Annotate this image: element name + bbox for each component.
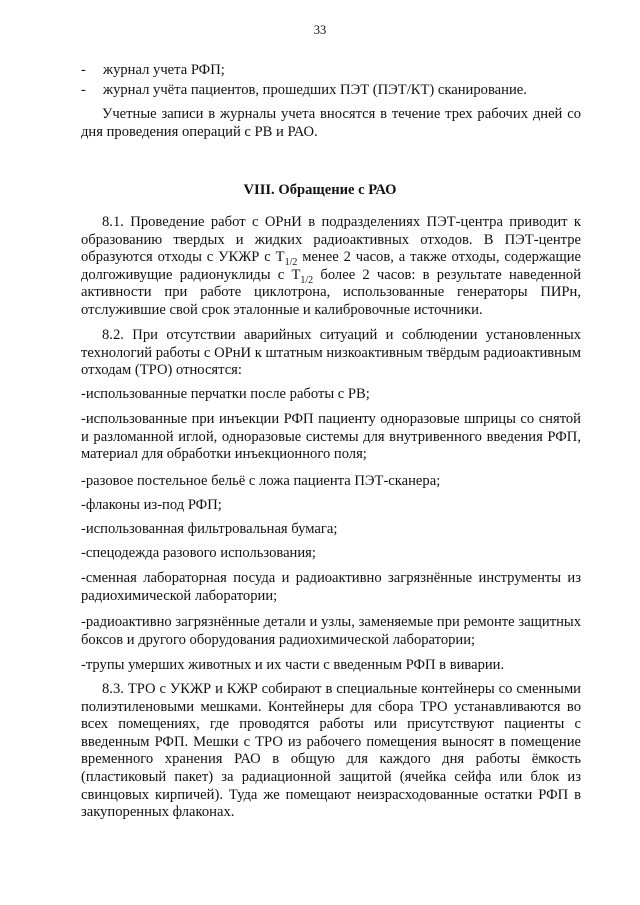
- tro-list-item: -радиоактивно загрязнённые детали и узлы, заменяемые при ремонте защитных боксов и другого оборудования радиохимической лаборатории;: [81, 614, 581, 648]
- tro-list-item: -флаконы из-под РФП;: [81, 497, 222, 513]
- paragraph-8-1-text-a: 8.1. Проведение работ с ОРнИ в подразделениях ПЭТ-центра приводит к образованию твердых и жидких радиоактивных отходов. В ПЭТ-центре образуются отходы с УКЖР с T: [81, 214, 581, 266]
- journal-list: [81, 62, 581, 99]
- tro-list-item: -использованная фильтровальная бумага;: [81, 521, 338, 537]
- list-dash: -: [81, 81, 86, 98]
- half-life-subscript: 1/2: [300, 274, 314, 286]
- tro-list-item: -трупы умерших животных и их части с введенным РФП в виварии.: [81, 657, 505, 673]
- list-item: [81, 62, 581, 80]
- tro-list-item: -сменная лабораторная посуда и радиоактивно загрязнённые инструменты из радиохимической лаборатории;: [81, 570, 581, 604]
- tro-list-item: -использованные перчатки после работы с РВ;: [81, 386, 370, 402]
- paragraph-8-1-text-b: менее 2 часов, а также отходы, содержащие долгоживущие радионуклиды с T: [81, 249, 581, 283]
- records-paragraph: Учетные записи в журналы учета вносятся в течение трех рабочих дней со дня проведения операций с РВ и РАО.: [81, 106, 581, 140]
- tro-list-item: -разовое постельное бельё с ложа пациента ПЭТ-сканера;: [81, 473, 441, 489]
- half-life-subscript: 1/2: [284, 257, 298, 269]
- paragraph-8-2: 8.2. При отсутствии аварийных ситуаций и соблюдении установленных технологий работы с ОРнИ к штатным низкоактивным твёрдым радиоактивным отходам (ТРО) относятся:: [81, 327, 581, 379]
- section-title: VIII. Обращение с РАО: [243, 182, 397, 198]
- list-item-text: журнал учета РФП;: [103, 62, 225, 78]
- paragraph-8-3: 8.3. ТРО с УКЖР и КЖР собирают в специальные контейнеры со сменными полиэтиленовыми мешками. Контейнеры для сбора ТРО устанавливаются во всех помещениях, где проводятся работы или присутствуют пациенты с введенным РФП. Мешки с ТРО из рабочего помещения выносят в помещение временного хранения РАО в общую для каждого дня работы ёмкость (пластиковый пакет) за радиационной защитой (ячейка сейфа или блок из свинцовых кирпичей). Туда же помещают неизрасходованные остатки РФП в закупоренных флаконах.: [81, 681, 581, 821]
- list-item: [81, 82, 581, 100]
- paragraph-8-1-text-c: более 2 часов: в результате наведенной активности при работе циклотрона, использованные генераторы ПИРн, отслужившие свой срок эталонные и калибровочные источники.: [81, 266, 581, 318]
- tro-list-item: -использованные при инъекции РФП пациенту одноразовые шприцы со снятой и разломанной иглой, одноразовые системы для внутривенного введения РФП, материал для обработки инъекционного поля;: [81, 411, 581, 463]
- page-number: 33: [313, 23, 327, 37]
- paragraph-8-1: [81, 214, 581, 320]
- tro-list-item: -спецодежда разового использования;: [81, 545, 316, 561]
- list-item-text: журнал учёта пациентов, прошедших ПЭТ (ПЭТ/КТ) сканирование.: [103, 81, 527, 98]
- list-dash: -: [81, 62, 86, 78]
